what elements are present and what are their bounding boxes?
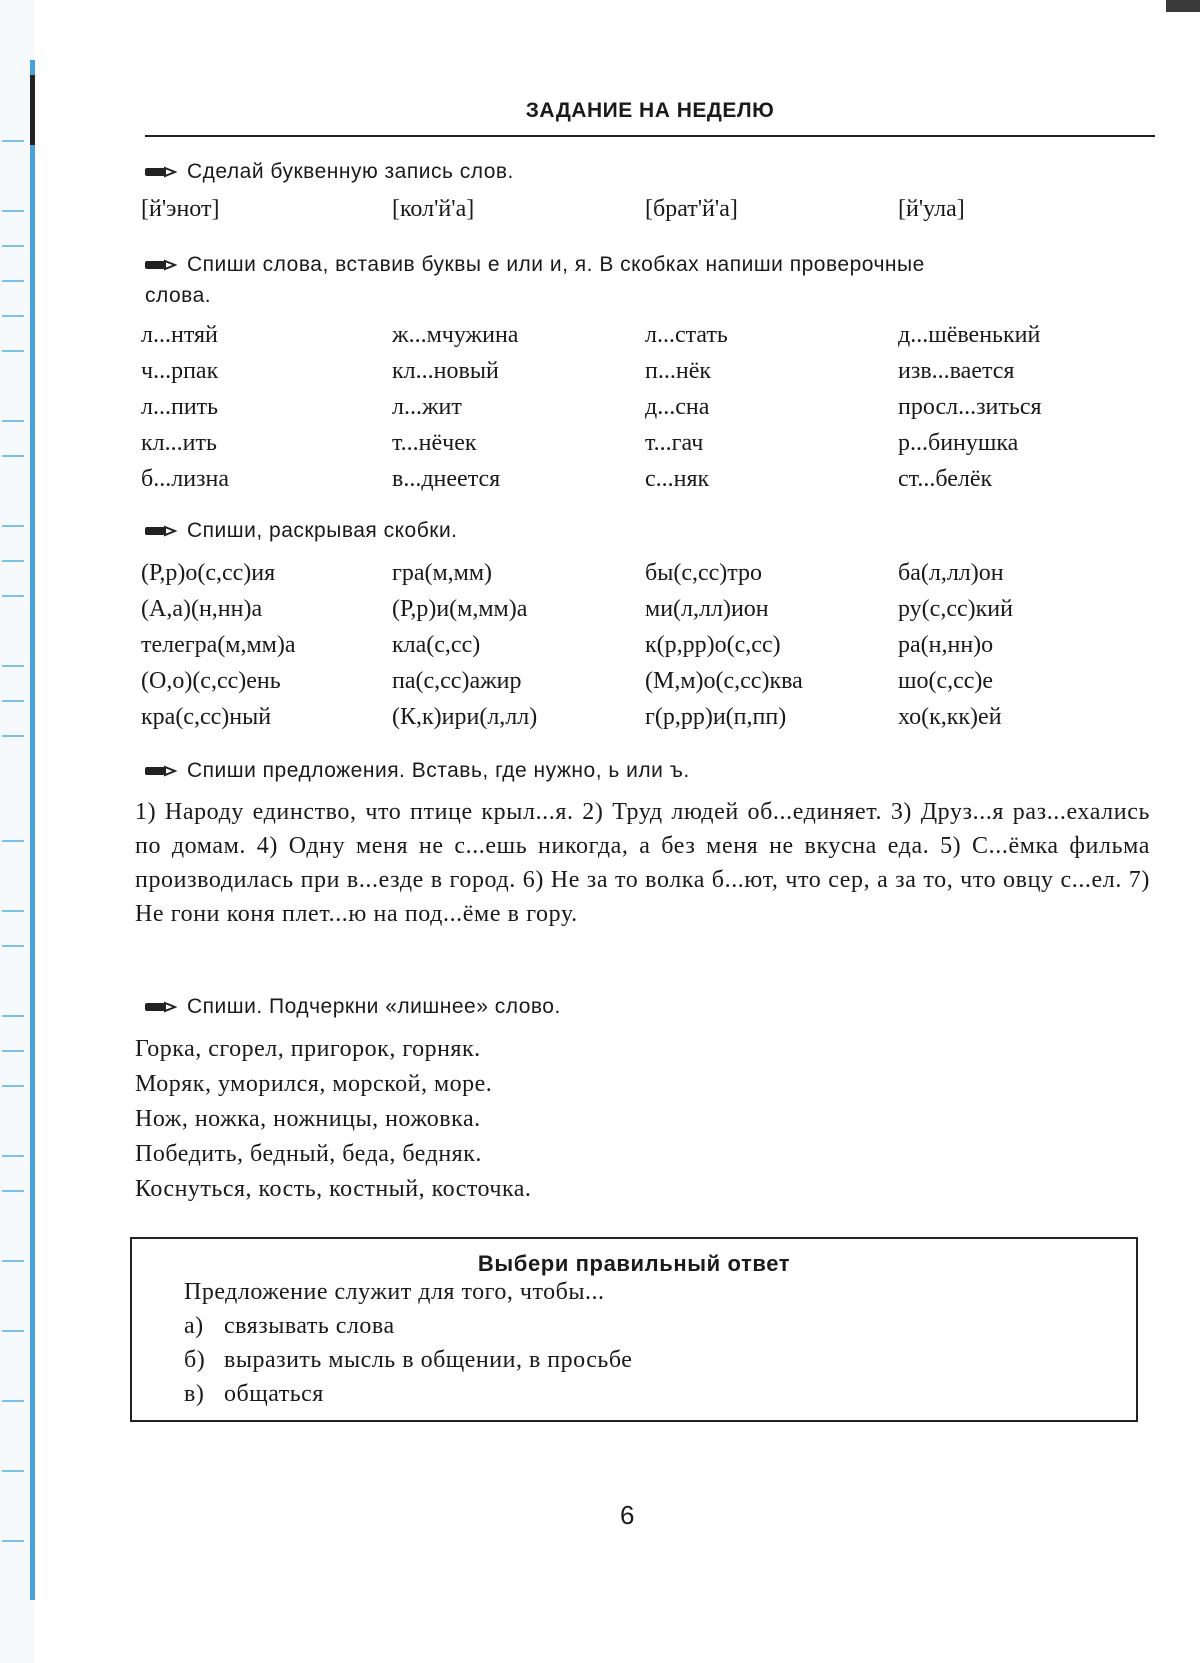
task2-instruction: Спиши слова, вставив буквы е или и, я. В скобках напиши проверочные слова. [145, 253, 925, 307]
task5-instruction: Спиши. Подчеркни «лишнее» слово. [145, 991, 1155, 1022]
word: [й'энот] [141, 196, 220, 222]
word: [й'ула] [898, 196, 965, 222]
pencil-icon [145, 764, 177, 778]
left-dark-bar [30, 75, 35, 145]
word: [кол'й'а] [392, 196, 475, 222]
word-line: Нож, ножка, ножницы, ножовка. [135, 1106, 481, 1132]
task4-sentences: 1) Народу единство, что птице крыл...я. 2) Труд людей об...единяет. 3) Друз...я раз...ехались по домам. 4) Одну меня не с...ешь никогда, а без меня не вкусна еда. 5) С...ёмка фильма производилась при в...езде в город. 6) Не за то волка б...ют, что сер, а за то, что овцу с...ел. 7) Не гони коня плет...ю на под...ёме в гору. [135, 799, 1150, 927]
answer-option: а) связывать слова [184, 1313, 395, 1339]
answer-option: в) общаться [184, 1381, 324, 1407]
task4-instruction: Спиши предложения. Вставь, где нужно, ь или ъ. [145, 755, 1155, 786]
answer-box-title: Выбери правильный ответ [477, 1251, 791, 1276]
word: [брат'й'а] [645, 196, 738, 222]
answer-box [130, 1237, 1138, 1422]
left-margin-strip [0, 0, 34, 1663]
scan-shadow [1166, 0, 1200, 12]
word-line: Моряк, уморился, морской, море. [135, 1071, 493, 1097]
word-line: Победить, бедный, беда, бедняк. [135, 1141, 482, 1167]
pencil-icon [145, 258, 177, 272]
left-blue-bar [30, 60, 35, 1600]
pencil-icon [145, 524, 177, 538]
word-line: Коснуться, кость, костный, косточка. [135, 1176, 532, 1202]
page-number: 6 [620, 1500, 635, 1530]
answer-option: б) выразить мысль в общении, в просьбе [184, 1347, 633, 1373]
answer-question: Предложение служит для того, чтобы... [184, 1279, 605, 1305]
task3-instruction: Спиши, раскрывая скобки. [145, 515, 1155, 546]
word-line: Горка, сгорел, пригорок, горняк. [135, 1036, 481, 1062]
pencil-icon [145, 1000, 177, 1014]
task1-instruction: Сделай буквенную запись слов. [145, 156, 1155, 187]
pencil-icon [145, 165, 177, 179]
page-title: ЗАДАНИЕ НА НЕДЕЛЮ [145, 95, 1155, 137]
